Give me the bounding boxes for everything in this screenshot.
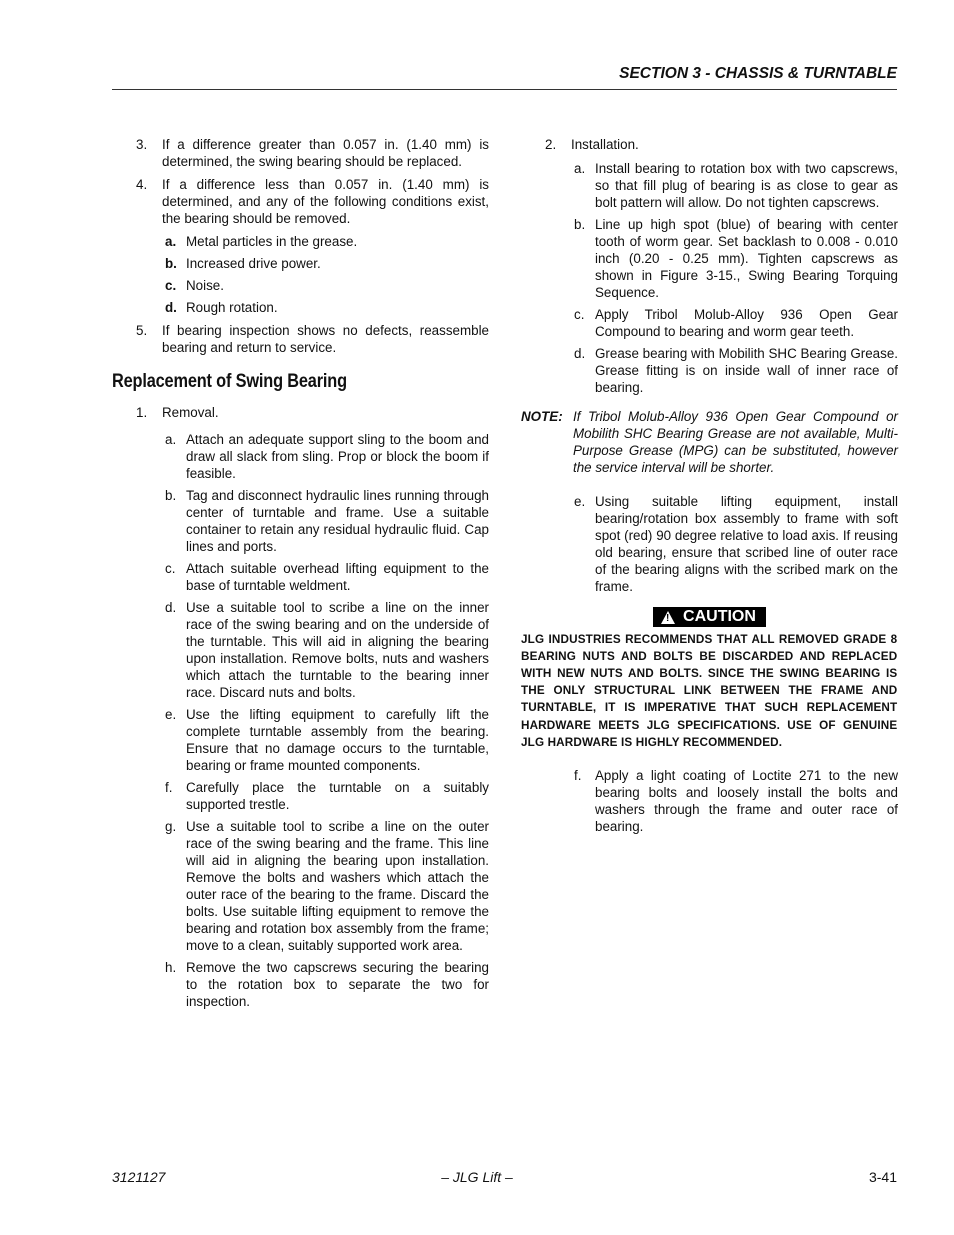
step-text: Attach an adequate support sling to the boom and draw all slack from sling. Prop or block the boom if feasible. bbox=[186, 432, 489, 481]
step-text: Use a suitable tool to scribe a line on the outer race of the swing bearing and the frame. This line will aid in aligning the bearing upon installation. Remove the bolts and washers which attach the outer race of the bearing to the frame. Discard the bolts. Use suitable lifting equipment to remove the bearing and rotation box assembly from the frame; move to a clean, suitably supported work area. bbox=[186, 819, 489, 953]
caution-label: CAUTION bbox=[683, 608, 756, 625]
condition-text: Rough rotation. bbox=[186, 300, 278, 315]
install-step bbox=[521, 767, 898, 835]
step-text: Line up high spot (blue) of bearing with center tooth of worm gear. Set backlash to 0.008 - 0.010 inch (0.20 - 0.25 mm). Tighten capscrews as shown in Figure 3-15., Swing Bearing Torquing Sequence. bbox=[595, 217, 898, 300]
list-text: If a difference greater than 0.057 in. (1.40 mm) is determined, the swing bearing should be replaced. bbox=[162, 137, 489, 169]
removal-item bbox=[112, 404, 489, 421]
footer-center: – JLG Lift – bbox=[441, 1169, 513, 1185]
condition-text: Noise. bbox=[186, 278, 224, 293]
step-text: Use a suitable tool to scribe a line on the inner race of the swing bearing and on the underside of the turntable. This will aid in aligning the bearing upon installation. Remove bolts, nuts and washers which attach the turntable to the bearing inner race. Discard nuts and bolts. bbox=[186, 600, 489, 700]
condition-item bbox=[112, 277, 489, 294]
step-label: e. bbox=[574, 494, 586, 509]
condition-text: Increased drive power. bbox=[186, 256, 321, 271]
install-step bbox=[521, 493, 898, 595]
removal-step bbox=[112, 706, 489, 774]
step-label: d. bbox=[574, 346, 586, 361]
step-label: b. bbox=[165, 488, 177, 503]
step-label: f. bbox=[574, 767, 582, 783]
caution-text: JLG INDUSTRIES RECOMMENDS THAT ALL REMOVED GRADE 8 BEARING NUTS AND BOLTS BE DISCARDED AND REPLACED WITH NEW NUTS AND BOLTS. SINCE THE SWING BEARING IS THE ONLY STRUCTURAL LINK BETWEEN THE FRAME AND TURNTABLE, IT IS IMPERATIVE THAT SUCH REPLACEMENT HARDWARE MEETS JLG SPECIFICATIONS. USE OF GENUINE JLG HARDWARE IS HIGHLY RECOMMENDED. bbox=[521, 631, 898, 749]
condition-label: b. bbox=[165, 256, 177, 271]
list-item-5 bbox=[112, 322, 489, 356]
page-number: 3-41 bbox=[868, 1169, 897, 1185]
list-text: Installation. bbox=[571, 137, 639, 152]
section-title: SECTION 3 - CHASSIS & TURNTABLE bbox=[619, 65, 897, 82]
section-heading: Replacement of Swing Bearing bbox=[112, 371, 347, 392]
removal-step bbox=[112, 959, 489, 1010]
list-text: If a difference less than 0.057 in. (1.40 mm) is determined, and any of the following conditions exist, the bearing should be removed. bbox=[162, 177, 489, 226]
removal-step bbox=[112, 779, 489, 813]
doc-number: 3121127 bbox=[112, 1169, 166, 1185]
caution-badge bbox=[653, 607, 766, 627]
step-text: Tag and disconnect hydraulic lines running through center of turntable and frame. Use a suitable container to retain any residual hydraulic fluid. Cap lines and ports. bbox=[186, 488, 489, 554]
header-rule bbox=[112, 89, 897, 90]
step-label: f. bbox=[165, 780, 173, 795]
installation-item bbox=[521, 136, 898, 153]
list-text: Removal. bbox=[162, 405, 219, 420]
step-text: Carefully place the turntable on a suitably supported trestle. bbox=[186, 780, 489, 812]
step-text: Apply a light coating of Loctite 271 to the new bearing bolts and loosely install the bolts and washers through the frame and outer race of bearing. bbox=[595, 767, 898, 834]
condition-label: c. bbox=[165, 278, 177, 293]
step-label: d. bbox=[165, 600, 177, 615]
list-number: 1. bbox=[136, 405, 148, 420]
step-label: h. bbox=[165, 960, 177, 975]
step-text: Using suitable lifting equipment, install bearing/rotation box assembly to frame with soft spot (red) 90 degree relative to load axis. If reusing old bearing, ensure that scribed line of outer race of the bearing aligns with the scribed mark on the frame. bbox=[595, 494, 898, 594]
step-label: g. bbox=[165, 819, 177, 834]
step-text: Use the lifting equipment to carefully lift the complete turntable assembly from the bearing. Ensure that no damage occurs to the turntable, bearing or frame mounted components. bbox=[186, 707, 489, 773]
note-block bbox=[521, 408, 898, 476]
step-text: Install bearing to rotation box with two capscrews, so that fill plug of bearing is as close to gear as bolt pattern will allow. Do not tighten capscrews. bbox=[595, 161, 898, 210]
removal-step bbox=[112, 560, 489, 594]
right-column bbox=[521, 136, 898, 835]
step-text: Attach suitable overhead lifting equipment to the base of turntable weldment. bbox=[186, 561, 489, 593]
step-label: c. bbox=[165, 561, 176, 576]
list-text: If bearing inspection shows no defects, reassemble bearing and return to service. bbox=[162, 323, 489, 355]
condition-item bbox=[112, 299, 489, 316]
install-step bbox=[521, 306, 898, 340]
list-item-3 bbox=[112, 136, 489, 170]
note-label: NOTE: bbox=[521, 409, 563, 424]
step-label: a. bbox=[574, 161, 586, 176]
condition-item bbox=[112, 233, 489, 250]
removal-step bbox=[112, 599, 489, 701]
step-label: c. bbox=[574, 307, 585, 322]
list-number: 5. bbox=[136, 323, 148, 338]
step-label: e. bbox=[165, 707, 177, 722]
condition-text: Metal particles in the grease. bbox=[186, 234, 358, 249]
step-text: Grease bearing with Mobilith SHC Bearing Grease. Grease fitting is on inside wall of inner race of bearing. bbox=[595, 346, 898, 395]
condition-item bbox=[112, 255, 489, 272]
install-step bbox=[521, 345, 898, 396]
warning-triangle-icon: ! bbox=[661, 611, 675, 624]
step-label: b. bbox=[574, 217, 586, 232]
note-text: If Tribol Molub-Alloy 936 Open Gear Compound or Mobilith SHC Bearing Grease are not available, Multi-Purpose Grease (MPG) can be substituted, however the service interval will be shorter. bbox=[573, 409, 898, 475]
list-number: 4. bbox=[136, 177, 148, 192]
list-number: 2. bbox=[545, 137, 557, 152]
list-number: 3. bbox=[136, 137, 148, 152]
removal-step bbox=[112, 487, 489, 555]
removal-step bbox=[112, 431, 489, 482]
condition-label: a. bbox=[165, 234, 177, 249]
left-column bbox=[112, 136, 489, 1010]
list-item-4 bbox=[112, 176, 489, 227]
install-step bbox=[521, 160, 898, 211]
caution-header bbox=[521, 607, 898, 628]
step-label: a. bbox=[165, 432, 177, 447]
removal-step bbox=[112, 818, 489, 954]
step-text: Remove the two capscrews securing the bearing to the rotation box to separate the two for inspection. bbox=[186, 960, 489, 1009]
install-step bbox=[521, 216, 898, 301]
step-text: Apply Tribol Molub-Alloy 936 Open Gear Compound to bearing and worm gear teeth. bbox=[595, 307, 898, 339]
condition-label: d. bbox=[165, 300, 177, 315]
